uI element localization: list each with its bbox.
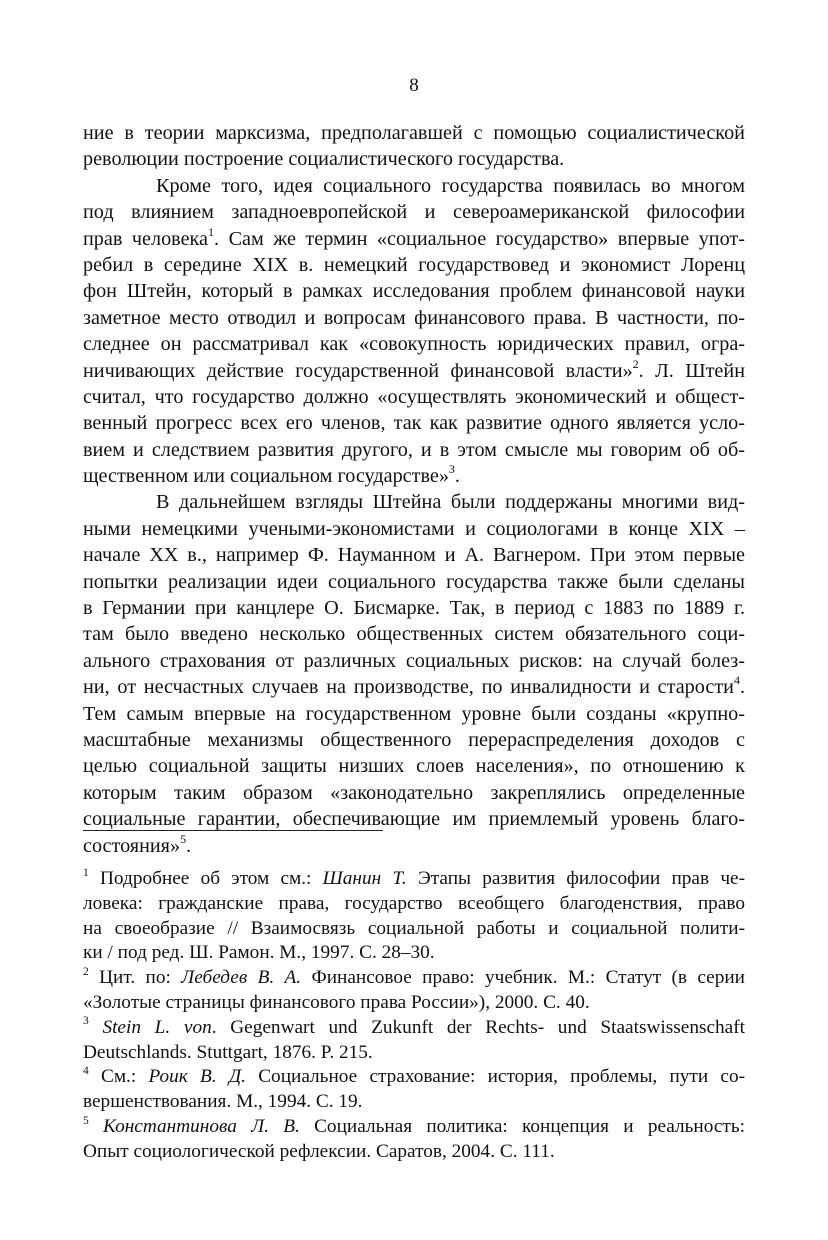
text-fragment: Этапы развития философии прав че- bbox=[406, 868, 746, 889]
text-fragment: щественном или социальном государстве» bbox=[83, 465, 449, 488]
text-fragment: Цит. по: bbox=[99, 967, 182, 989]
footnote-ref: 5 bbox=[180, 831, 187, 846]
footnote-marker: 2 bbox=[83, 965, 89, 978]
text-fragment: . Gegenwart und Zukunft der Rechts- und Staatswissenschaft bbox=[211, 1016, 745, 1038]
text-line: В дальнейшем взгляды Штейна были поддержаны многими вид- bbox=[156, 491, 745, 514]
footnote-ref: 3 bbox=[448, 462, 455, 477]
footnote-line: «Золотые страницы финансового права России»), 2000. С. 40. bbox=[83, 991, 590, 1013]
text-fragment: См.: bbox=[100, 1066, 149, 1088]
text-line: считал, что государство должно «осуществлять экономический и общест- bbox=[83, 385, 745, 408]
text-line: под влиянием западноевропейской и североамериканской философии bbox=[83, 201, 745, 224]
text-line: попытки реализации идеи социального государства также были сделаны bbox=[83, 570, 745, 593]
text-fragment: . bbox=[186, 834, 192, 857]
footnote-line: ловека: гражданские права, государство всеобщего благоденствия, право bbox=[83, 892, 745, 914]
footnote-separator bbox=[83, 830, 383, 831]
text-line: в Германии при канцлере О. Бисмарке. Так, в период с 1883 по 1889 г. bbox=[83, 597, 745, 620]
footnote-line: Deutschlands. Stuttgart, 1876. P. 215. bbox=[83, 1041, 373, 1063]
text-line bbox=[83, 463, 745, 489]
text-line: заметное место отводил и вопросам финансового права. В частности, по- bbox=[83, 306, 745, 329]
footnote-line: на своеобразие // Взаимосвязь социальной работы и социальной полити- bbox=[83, 917, 745, 939]
footnote-marker: 1 bbox=[83, 866, 89, 879]
footnote-ref: 2 bbox=[632, 356, 639, 371]
footnote-ref: 4 bbox=[733, 673, 740, 688]
text-fragment: Подробнее об этом см.: bbox=[100, 868, 323, 889]
text-fragment: ничивающих действие государственной финансовой власти» bbox=[83, 359, 633, 382]
footnote-author: Stein L. von bbox=[102, 1016, 212, 1038]
text-line: ребил в середине XIX в. немецкий государствовед и экономист Лоренц bbox=[83, 253, 745, 276]
text-line: Кроме того, идея социального государства появилась во многом bbox=[156, 174, 745, 197]
footnote-line: вершенствования. М., 1994. С. 19. bbox=[83, 1091, 363, 1113]
footnote-author: Роик В. Д. bbox=[148, 1066, 246, 1088]
text-line bbox=[83, 833, 745, 859]
text-fragment: Социальное страхование: история, проблемы, пути со- bbox=[245, 1066, 746, 1088]
text-line: следнее он рассматривал как «совокупность юридических правил, огра- bbox=[83, 333, 745, 356]
text-fragment: состояния» bbox=[83, 834, 181, 857]
footnote-marker: 3 bbox=[83, 1015, 89, 1028]
footnote-line bbox=[83, 867, 745, 892]
text-fragment: . bbox=[454, 465, 460, 488]
text-line: Тем самым впервые на государственном уровне были созданы «крупно- bbox=[83, 702, 745, 725]
footnote-author: Константинова Л. В. bbox=[103, 1115, 300, 1137]
text-fragment: ни, от несчастных случаев на производстве, по инвалидности и старости bbox=[83, 676, 734, 699]
text-line bbox=[83, 674, 745, 700]
text-line: вием и следствием развития другого, и в этом смысле мы говорим об об- bbox=[83, 438, 745, 461]
text-line: там было введено несколько общественных систем обязательного соци- bbox=[83, 623, 745, 646]
footnotes bbox=[83, 867, 745, 1165]
footnote-line: Опыт социологической рефлексии. Саратов, 2004. С. 111. bbox=[83, 1140, 555, 1162]
text-line: венный прогресс всех его членов, так как развитие одного является усло- bbox=[83, 412, 745, 435]
text-fragment: . Л. Штейн bbox=[638, 359, 746, 382]
footnote-line bbox=[83, 1065, 745, 1090]
footnote-author: Лебедев В. А. bbox=[181, 967, 302, 989]
text-line: фон Штейн, который в рамках исследования проблем финансовой науки bbox=[83, 280, 745, 303]
text-fragment: . bbox=[739, 676, 745, 699]
footnote-line bbox=[83, 1016, 745, 1041]
page-number: 8 bbox=[409, 75, 419, 96]
text-line: масштабные механизмы общественного перераспределения доходов с bbox=[83, 728, 745, 751]
text-line: ального страхования от различных социальных рисков: на случай болез- bbox=[83, 649, 745, 672]
footnote-marker: 4 bbox=[83, 1064, 89, 1077]
text-line: начале XX в., например Ф. Науманном и А. Вагнером. При этом первые bbox=[83, 544, 745, 567]
text-fragment: Социальная политика: концепция и реальность: bbox=[299, 1115, 745, 1137]
text-line: социальные гарантии, обеспечивающие им приемлемый уровень благо- bbox=[83, 808, 745, 831]
text-line: целью социальной защиты низших слоев населения», по отношению к bbox=[83, 755, 745, 778]
text-line: революции построение социалистического государства. bbox=[83, 148, 565, 171]
main-text bbox=[83, 120, 745, 859]
text-line: ными немецкими учеными-экономистами и социологами в конце XIX – bbox=[83, 517, 745, 540]
footnote-ref: 1 bbox=[208, 224, 215, 239]
footnote-author: Шанин Т. bbox=[322, 868, 407, 889]
text-fragment: Финансовое право: учебник. М.: Статут (в серии bbox=[301, 967, 745, 989]
text-line bbox=[83, 226, 745, 252]
footnote-marker: 5 bbox=[83, 1114, 89, 1127]
footnote-line: ки / под ред. Ш. Рамон. М., 1997. С. 28–30. bbox=[83, 942, 435, 964]
text-line: которым таким образом «законодательно закреплялись определенные bbox=[83, 781, 745, 804]
text-fragment: прав человека bbox=[83, 227, 209, 250]
text-line: ние в теории марксизма, предполагавшей с помощью социалистической bbox=[83, 122, 745, 144]
text-fragment: . Сам же термин «социальное государство» впервые упот- bbox=[214, 227, 745, 250]
footnote-line bbox=[83, 966, 745, 991]
footnote-line bbox=[83, 1115, 745, 1140]
text-line bbox=[83, 358, 745, 384]
